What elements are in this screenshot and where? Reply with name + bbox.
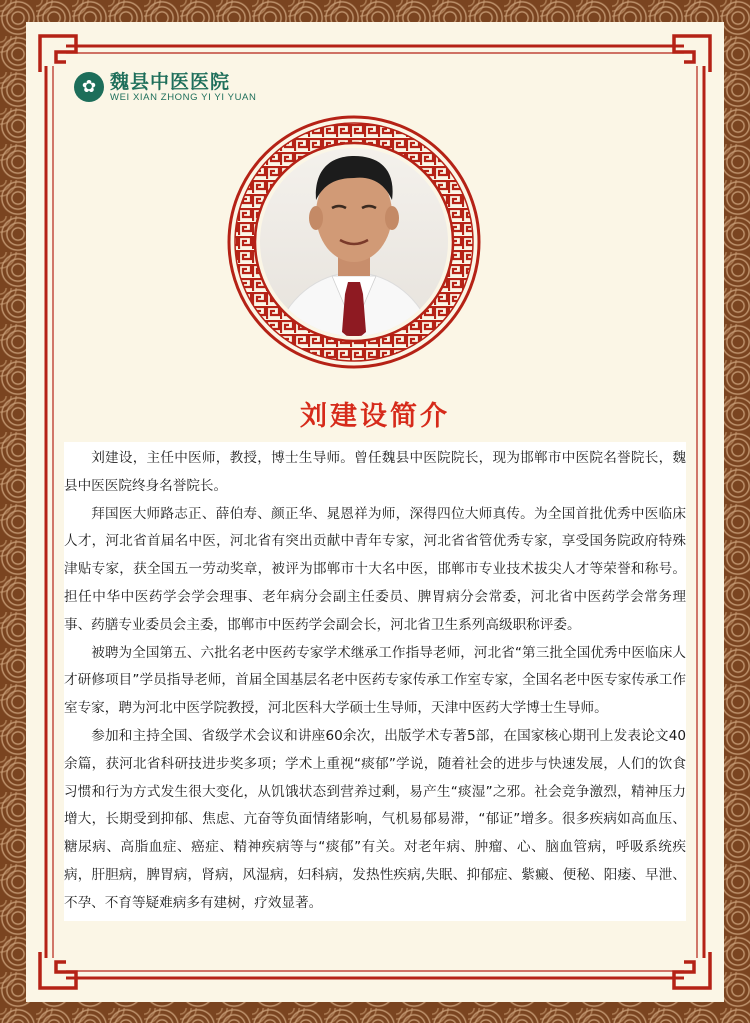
bio-paragraph-1: 刘建设，主任中医师，教授，博士生导师。曾任魏县中医院院长，现为邯郸市中医院名誉院长，魏县中医医院终身名誉院长。: [64, 450, 686, 494]
page-title: 刘建设简介: [300, 401, 450, 432]
hospital-name: 魏县中医医院: [110, 71, 231, 93]
biography-text: [64, 442, 686, 921]
bio-paragraph-2: 拜国医大师路志正、薛伯寿、颜正华、晁恩祥为师，深得四位大师真传。为全国首批优秀中医临床人才，河北省首届名中医，河北省有突出贡献中青年专家，河北省省管优秀专家，享受国务院政府特殊津贴专家，获全国五一劳动奖章，被评为邯郸市十大名中医，邯郸市专业技术拔尖人才等荣誉和称号。担任中华中医药学会学会理事、老年病分会副主任委员、脾胃病分会常委，河北省中医药学会常务理事、药膳专业委员会主委，邯郸市中医药学会副会长，河北省卫生系列高级职称评委。: [64, 505, 686, 633]
bio-paragraph-4: 参加和主持全国、省级学术会议和讲座60余次，出版学术专著5部，在国家核心期刊上发表论文40余篇，获河北省科研技进步奖多项；学术上重视“痰郁”学说，随着社会的进步与快速发展，人们的饮食习惯和行为方式发生很大变化，从饥饿状态到营养过剩，易产生“痰湿”之邪。社会竞争激烈，精神压力增大，长期受到抑郁、焦虑、亢奋等负面情绪影响，气机易郁易滞，“郁证”增多。很多疾病如高血压、糖尿病、高脂血症、癌症、精神疾病等与“痰郁”有关。对老年病、肿瘤、心、脑血管病，呼吸系统疾病，肝胆病，脾胃病，肾病，风湿病，妇科病，发热性疾病,失眠、抑郁症、紫癜、便秘、阳痿、早泄、不孕、不育等疑难病多有建树，疗效显著。: [64, 727, 686, 911]
bio-paragraph-3: 被聘为全国第五、六批名老中医药专家学术继承工作指导老师，河北省“第三批全国优秀中医临床人才研修项目”学员指导老师，首届全国基层名老中医药专家传承工作室专家，全国名老中医专家传承工作室专家，聘为河北中医学院教授，河北医科大学硕士生导师，天津中医药大学博士生导师。: [64, 644, 686, 717]
poster-panel: [26, 22, 724, 1002]
hospital-logo-icon: ✿: [74, 72, 104, 102]
hospital-name-en: WEI XIAN ZHONG YI YI YUAN: [110, 92, 257, 103]
portrait-medallion: [224, 96, 484, 388]
